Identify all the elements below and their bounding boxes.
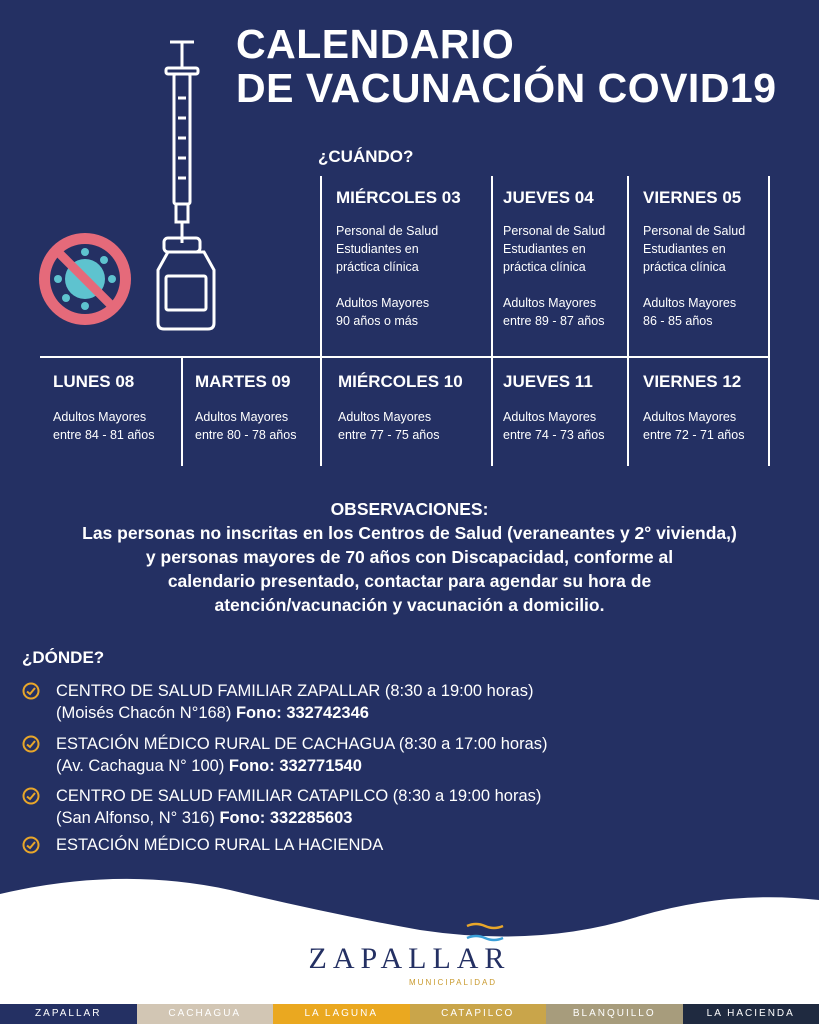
schedule-cell (643, 372, 744, 444)
day-label: LUNES 08 (53, 372, 135, 391)
location-item (22, 785, 541, 829)
check-circle-icon (22, 735, 40, 753)
where-label: ¿DÓNDE? (22, 648, 105, 667)
schedule-text: Adultos Mayores 90 años o más (336, 296, 430, 328)
schedule-text: Adultos Mayores 86 - 85 años (643, 296, 737, 328)
day-label: JUEVES 11 (503, 372, 593, 391)
observations (0, 497, 819, 617)
bottom-bar-item: CATAPILCO (410, 1004, 547, 1024)
day-label: JUEVES 04 (503, 188, 594, 207)
grid-divider (627, 176, 629, 466)
schedule-cell (195, 372, 296, 444)
page-title (236, 22, 777, 110)
check-circle-icon (22, 836, 40, 854)
waves-logo-icon (465, 922, 505, 942)
location-name: CENTRO DE SALUD FAMILIAR CATAPILCO (8:30 a 19:00 horas) (56, 787, 542, 805)
grid-divider (320, 176, 322, 466)
day-label: VIERNES 12 (643, 372, 742, 391)
schedule-cell (643, 188, 745, 330)
day-label: MIÉRCOLES 03 (336, 188, 461, 207)
observations-text: calendario presentado, contactar para agendar su hora de (167, 571, 652, 591)
location-phone: Fono: 332771540 (228, 757, 362, 775)
schedule-text: Adultos Mayores entre 74 - 73 años (503, 410, 605, 442)
schedule-text: Adultos Mayores entre 72 - 71 años (643, 410, 745, 442)
bottom-bar-item: ZAPALLAR (0, 1004, 137, 1024)
bottom-bar-item: CACHAGUA (137, 1004, 274, 1024)
grid-divider-horizontal (40, 356, 770, 358)
schedule-text: Adultos Mayores entre 84 - 81 años (53, 410, 155, 442)
grid-divider (491, 176, 493, 466)
schedule-cell (503, 188, 605, 330)
schedule-cell (336, 188, 461, 330)
observations-heading: OBSERVACIONES: (330, 499, 489, 519)
bottom-bar-item: LA HACIENDA (683, 1004, 819, 1024)
bottom-bar-item: BLANQUILLO (546, 1004, 683, 1024)
check-circle-icon (22, 682, 40, 700)
syringe-vial-illustration (150, 38, 225, 333)
location-address: (Moisés Chacón N°168) (56, 704, 232, 722)
schedule-cell (53, 372, 154, 444)
location-name: CENTRO DE SALUD FAMILIAR ZAPALLAR (8:30 a 19:00 horas) (56, 682, 534, 700)
grid-divider (768, 176, 770, 466)
schedule-cell (503, 372, 604, 444)
brand-name: ZAPALLAR (308, 942, 511, 975)
schedule-cell (338, 372, 463, 444)
location-name: ESTACIÓN MÉDICO RURAL LA HACIENDA (56, 836, 384, 854)
when-label: ¿CUÁNDO? (318, 147, 414, 166)
location-item (22, 733, 547, 777)
schedule-text: Personal de Salud Estudiantes en práctica clínica (503, 224, 606, 274)
no-virus-icon (36, 230, 134, 328)
check-circle-icon (22, 787, 40, 805)
location-address: (San Alfonso, N° 316) (56, 809, 215, 827)
observations-text: atención/vacunación y vacunación a domicilio. (214, 595, 605, 615)
schedule-text: Adultos Mayores entre 89 - 87 años (503, 296, 605, 328)
schedule-text: Personal de Salud Estudiantes en práctica clínica (643, 224, 746, 274)
brand-subtitle: MUNICIPALIDAD (409, 978, 498, 987)
location-name: ESTACIÓN MÉDICO RURAL DE CACHAGUA (8:30 a 17:00 horas) (56, 735, 548, 753)
schedule-text: Adultos Mayores entre 77 - 75 años (338, 410, 440, 442)
observations-text: Las personas no inscritas en los Centros de Salud (veraneantes y 2° vivienda,) (82, 523, 737, 543)
location-address: (Av. Cachagua N° 100) (56, 757, 225, 775)
location-item (22, 834, 383, 856)
location-item (22, 680, 533, 724)
observations-text: y personas mayores de 70 años con Discapacidad, conforme al (145, 547, 674, 567)
schedule-text: Personal de Salud Estudiantes en práctica clínica (336, 224, 439, 274)
title-line-2: DE VACUNACIÓN COVID19 (236, 65, 777, 111)
day-label: VIERNES 05 (643, 188, 742, 207)
day-label: MIÉRCOLES 10 (338, 372, 463, 391)
location-phone: Fono: 332285603 (219, 809, 353, 827)
bottom-bar-item: LA LAGUNA (273, 1004, 410, 1024)
bottom-bar (0, 1004, 819, 1024)
title-line-1: CALENDARIO (236, 21, 515, 67)
day-label: MARTES 09 (195, 372, 291, 391)
schedule-text: Adultos Mayores entre 80 - 78 años (195, 410, 297, 442)
location-phone: Fono: 332742346 (235, 704, 369, 722)
grid-divider (181, 356, 183, 466)
